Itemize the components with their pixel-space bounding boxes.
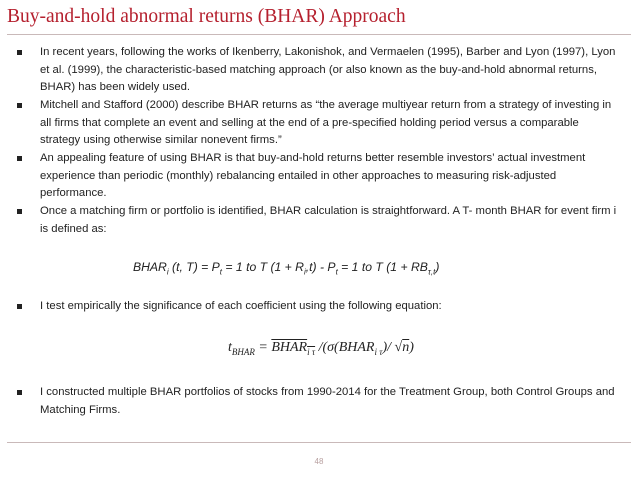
eq2-close: ) (409, 340, 414, 355)
bullet-text: Mitchell and Stafford (2000) describe BHAR returns as “the average multiyear return from a strategy of investing in all firms that complete an event and selling at the end of a pre-specified holding period versus a comparable strategy using otherwise similar nonevent firms.” (40, 99, 612, 147)
bullet-text: I constructed multiple BHAR portfolios of stocks from 1990-2014 for the Treatment Group, both Control Groups and Matching Firms. (40, 386, 615, 416)
title-divider (7, 34, 631, 35)
bhar-definition-equation (133, 260, 439, 276)
eq1-mid3: = 1 to T (1 + RB (337, 260, 428, 274)
eq2-t: t (228, 340, 232, 355)
eq1-r-sub: i (303, 267, 306, 277)
eq1-p1-sub: t (219, 267, 223, 277)
eq1-lhs: BHAR (133, 260, 167, 274)
eq2-bhar: BHAR (271, 340, 308, 355)
eq2-bhar2-sub: i τ (374, 346, 383, 357)
page-number: 48 (314, 457, 324, 466)
eq2-rest1: /(σ( (315, 340, 339, 355)
eq1-rb-sub: τ,t (427, 267, 436, 277)
eq2-bhar-mean (271, 340, 315, 355)
square-bullet-icon (17, 50, 22, 55)
eq1-mid2: ,t) - P (305, 260, 336, 274)
eq2-rest2: )/ √ (382, 340, 403, 355)
eq2-n: n (402, 340, 410, 355)
square-bullet-icon (17, 209, 22, 214)
eq1-args: (t, T) = P (168, 260, 220, 274)
eq2-equals: = (254, 340, 272, 355)
eq1-p2-sub: t (335, 267, 338, 277)
eq1-lhs-sub: i (166, 267, 169, 277)
eq1-end: ) (435, 260, 440, 274)
eq1-mid1: = 1 to T (1 + R (222, 260, 304, 274)
eq2-bhar2: BHAR (338, 340, 375, 355)
bullet-text: In recent years, following the works of Ikenberry, Lakonishok, and Vermaelen (1995), Barber and Lyon (1997), Lyon et al. (1999), the characteristic-based matching approach (or also known as the buy-and-hold abnormal returns, BHAR) has been widely used. (40, 46, 616, 94)
square-bullet-icon (17, 304, 22, 309)
bullet-text: An appealing feature of using BHAR is that buy-and-hold returns better resemble investors’ actual investment experience than periodic (monthly) rebalancing entailed in other approaches to measuring risk-adjusted performance. (40, 152, 586, 200)
square-bullet-icon (17, 156, 22, 161)
t-statistic-equation (228, 340, 414, 357)
square-bullet-icon (17, 103, 22, 108)
slide-title: Buy-and-hold abnormal returns (BHAR) Approach (7, 6, 406, 27)
bullet-text: Once a matching firm or portfolio is identified, BHAR calculation is straightforward. A T- month BHAR for event firm i is defined as: (40, 205, 617, 235)
bullet-text: I test empirically the significance of each coefficient using the following equation: (40, 300, 442, 312)
eq2-bhar-sub: i τ (307, 346, 316, 357)
square-bullet-icon (17, 390, 22, 395)
eq2-t-sub: BHAR (231, 346, 255, 357)
footer-divider (7, 442, 631, 443)
